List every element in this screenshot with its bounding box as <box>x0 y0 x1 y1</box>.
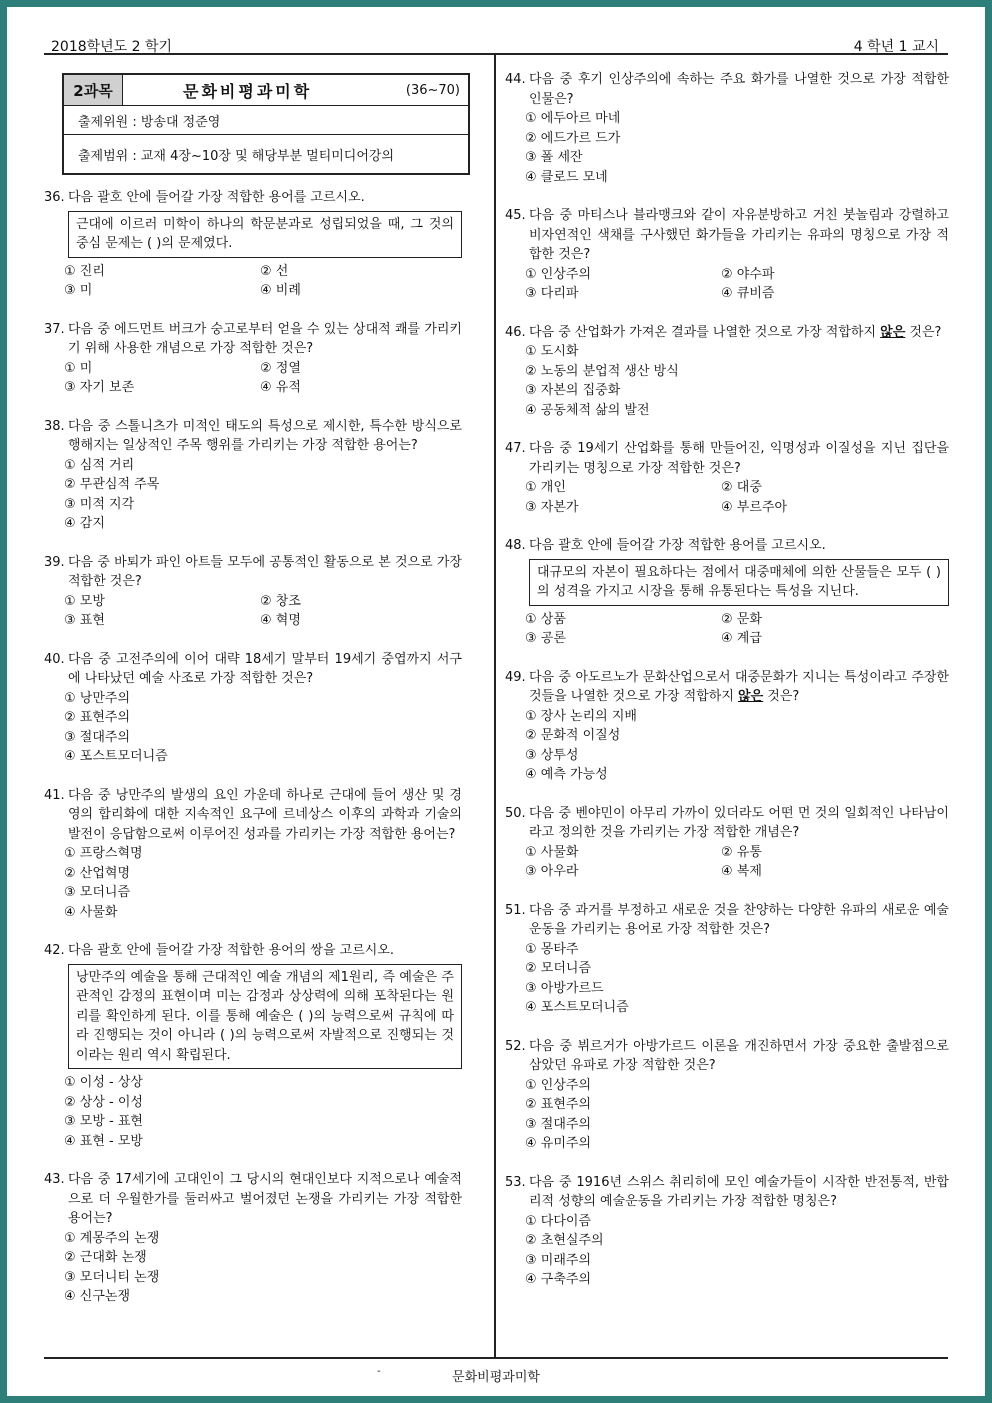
question-40 <box>44 650 462 767</box>
question-text: 다음 중 낭만주의 발생의 요인 가운데 하나로 근대에 들어 생산 및 경영의 합리화에 대한 지속적인 요구에 르네상스 이후의 과학과 기술의 발전이 응답함으로써 이루어진 성과를 가리키는 가장 적합한 용어는? <box>68 787 462 842</box>
question-text: 다음 괄호 안에 들어갈 가장 적합한 용어를 고르시오. <box>529 538 826 553</box>
option-4[interactable]: ④ 포스트모더니즘 <box>525 1000 629 1015</box>
subject-scope: 출제범위 : 교재 4장~10장 및 해당부분 멀티미디어강의 <box>78 148 395 164</box>
question-number: 42. <box>44 943 65 958</box>
option-4[interactable]: ④ 유미주의 <box>525 1136 592 1151</box>
option-4[interactable]: ④ 부르주아 <box>721 499 788 515</box>
question-text: 다음 괄호 안에 들어갈 가장 적합한 용어의 쌍을 고르시오. <box>68 943 395 958</box>
question-text: 다음 중 벤야민이 아무리 가까이 있더라도 어떤 먼 것의 일회적인 나타남이라고 정의한 것을 가리키는 가장 적합한 개념은? <box>529 805 949 840</box>
question-37 <box>44 320 462 398</box>
option-3[interactable]: ③ 모더니즘 <box>64 885 131 900</box>
option-2[interactable]: ② 근대화 논쟁 <box>64 1250 147 1265</box>
question-44 <box>505 70 949 187</box>
question-text: 다음 중 뷔르거가 아방가르드 이론을 개진하면서 가장 중요한 출발점으로 삼았던 유파로 가장 적합한 것은? <box>529 1038 949 1073</box>
question-47 <box>505 439 949 517</box>
option-2[interactable]: ② 대중 <box>721 480 762 495</box>
option-4[interactable]: ④ 유적 <box>260 380 301 395</box>
question-number: 43. <box>44 1172 65 1187</box>
option-3[interactable]: ③ 자본의 집중화 <box>525 383 621 398</box>
option-1[interactable]: ① 도시화 <box>525 344 579 359</box>
option-1[interactable]: ① 다다이즘 <box>525 1213 592 1229</box>
option-1[interactable]: ① 몽타주 <box>525 941 579 957</box>
right-column <box>505 70 949 1309</box>
question-52 <box>505 1037 949 1154</box>
option-2[interactable]: ② 정열 <box>260 360 301 376</box>
option-2[interactable]: ② 창조 <box>260 593 301 609</box>
option-3[interactable]: ③ 미 <box>64 283 93 298</box>
option-3[interactable]: ③ 상투성 <box>525 747 579 763</box>
option-3[interactable]: ③ 자기 보존 <box>64 380 135 395</box>
option-3[interactable]: ③ 표현 <box>64 613 105 628</box>
option-3[interactable]: ③ 모방 - 표현 <box>64 1114 143 1129</box>
question-43 <box>44 1170 462 1307</box>
option-1[interactable]: ① 모방 <box>64 593 105 609</box>
question-53 <box>505 1173 949 1290</box>
question-number: 39. <box>44 554 65 570</box>
question-number: 41. <box>44 787 65 803</box>
question-text: 다음 중 19세기 산업화를 통해 만들어진, 익명성과 이질성을 지닌 집단을 가리키는 명칭으로 가장 적합한 것은? <box>529 441 949 476</box>
question-49 <box>505 668 949 785</box>
question-number: 48. <box>505 538 526 553</box>
option-4[interactable]: ④ 감지 <box>64 516 105 531</box>
question-text: 다음 중 고전주의에 이어 대략 18세기 말부터 19세기 중엽까지 서구에 나타났던 예술 사조로 가장 적합한 것은? <box>68 651 462 686</box>
option-2[interactable]: ② 무관심적 주목 <box>64 477 160 492</box>
option-4[interactable]: ④ 신구논쟁 <box>64 1289 131 1304</box>
option-2[interactable]: ② 유통 <box>721 844 762 860</box>
option-1[interactable]: ① 심적 거리 <box>64 457 135 473</box>
question-number: 45. <box>505 208 526 223</box>
option-4[interactable]: ④ 혁명 <box>260 613 301 628</box>
subject-number: 2과목 <box>64 75 123 105</box>
option-3[interactable]: ③ 아방가르드 <box>525 980 604 996</box>
option-4[interactable]: ④ 표현 - 모방 <box>64 1133 143 1149</box>
header-semester: 2018학년도 2 학기 <box>51 39 173 55</box>
subject-title: 문화비평과미학 <box>183 81 313 101</box>
option-1[interactable]: ① 계몽주의 논쟁 <box>64 1230 160 1246</box>
question-number: 50. <box>505 805 526 821</box>
question-text: 다음 중 아도르노가 문화산업으로서 대중문화가 지니는 특성이라고 주장한 것들을 나열한 것으로 가장 적합하지 않은 것은? <box>529 669 949 704</box>
option-3[interactable]: ③ 자본가 <box>525 499 579 515</box>
option-4[interactable]: ④ 계급 <box>721 631 762 646</box>
option-2[interactable]: ② 초현실주의 <box>525 1233 604 1248</box>
emphasis-not: 않은 <box>738 689 764 704</box>
passage-box: 근대에 이르러 미학이 하나의 학문분과로 성립되었을 때, 그 것의 중심 문제는 ( )의 문제였다. <box>68 211 462 258</box>
option-1[interactable]: ① 진리 <box>64 263 105 279</box>
option-3[interactable]: ③ 아우라 <box>525 864 579 879</box>
passage-box: 대규모의 자본이 필요하다는 점에서 대중매체에 의한 산물들은 모두 ( )의 성격을 가지고 시장을 통해 유통된다는 특성을 지닌다. <box>529 559 949 606</box>
question-number: 36. <box>44 190 65 205</box>
option-3[interactable]: ③ 미적 지각 <box>64 496 135 512</box>
option-4[interactable]: ④ 예측 가능성 <box>525 767 608 782</box>
option-2[interactable]: ② 노동의 분업적 생산 방식 <box>525 363 679 379</box>
option-4[interactable]: ④ 비례 <box>260 283 301 298</box>
question-text: 다음 중 바퇴가 파인 아트들 모두에 공통적인 활동으로 본 것으로 가장 적합한 것은? <box>68 554 462 589</box>
option-4[interactable]: ④ 구축주의 <box>525 1272 592 1287</box>
option-4[interactable]: ④ 큐비즘 <box>721 286 775 301</box>
subject-box <box>62 73 470 175</box>
question-51 <box>505 901 949 1018</box>
option-2[interactable]: ② 문화 <box>721 611 762 627</box>
option-1[interactable]: ① 개인 <box>525 480 566 495</box>
question-number: 51. <box>505 902 526 918</box>
option-1[interactable]: ① 프랑스혁명 <box>64 846 143 861</box>
question-number: 37. <box>44 321 65 337</box>
option-4[interactable]: ④ 클로드 모네 <box>525 169 608 185</box>
option-3[interactable]: ③ 미래주의 <box>525 1252 592 1268</box>
option-3[interactable]: ③ 다리파 <box>525 286 579 301</box>
header-divider <box>44 53 948 55</box>
subject-range: (36~70) <box>405 82 460 98</box>
question-number: 44. <box>505 72 526 87</box>
option-4[interactable]: ④ 포스트모더니즘 <box>64 749 168 764</box>
question-50 <box>505 804 949 882</box>
option-2[interactable]: ② 상상 - 이성 <box>64 1094 143 1110</box>
question-text: 다음 중 스톨니츠가 미적인 태도의 특성으로 제시한, 특수한 방식으로 행해지는 일상적인 주목 행위를 가리키는 가장 적합한 용어는? <box>68 418 462 453</box>
column-divider <box>494 55 496 1358</box>
option-4[interactable]: ④ 복제 <box>721 864 762 879</box>
question-text: 다음 중 후기 인상주의에 속하는 주요 화가를 나열한 것으로 가장 적합한 인물은? <box>529 72 949 107</box>
question-36 <box>44 188 462 301</box>
left-column <box>44 188 462 1326</box>
option-1[interactable]: ① 이성 - 상상 <box>64 1075 143 1090</box>
option-3[interactable]: ③ 모더니티 논쟁 <box>64 1269 160 1285</box>
question-number: 47. <box>505 441 526 456</box>
question-text: 다음 중 과거를 부정하고 새로운 것을 찬양하는 다양한 유파의 새로운 예술운동을 가리키는 용어로 가장 적합한 것은? <box>529 902 949 937</box>
question-text: 다음 중 17세기에 고대인이 그 당시의 현대인보다 지적으로나 예술적으로 더 우월한가를 둘러싸고 벌어졌던 논쟁을 가리키는 가장 적합한 용어는? <box>68 1172 462 1226</box>
option-2[interactable]: ② 표현주의 <box>64 710 131 725</box>
option-2[interactable]: ② 모더니즘 <box>525 961 592 976</box>
option-2[interactable]: ② 에드가르 드가 <box>525 130 621 146</box>
question-48 <box>505 536 949 649</box>
question-text: 다음 중 에드먼트 버크가 숭고로부터 얻을 수 있는 상대적 쾌를 가리키기 위해 사용한 개념으로 가장 적합한 것은? <box>68 321 462 356</box>
header-grade-period: 4 학년 1 교시 <box>853 39 939 55</box>
question-41 <box>44 786 462 923</box>
question-38 <box>44 417 462 534</box>
option-4[interactable]: ④ 공동체적 삶의 발전 <box>525 402 650 418</box>
question-42 <box>44 941 462 1151</box>
question-text: 다음 중 1916년 스위스 취리히에 모인 예술가들이 시작한 반전통적, 반합리적 성향의 예술운동을 가리키는 가장 적합한 명칭은? <box>529 1174 949 1209</box>
option-3[interactable]: ③ 폴 세잔 <box>525 150 583 165</box>
option-1[interactable]: ① 사물화 <box>525 844 579 860</box>
option-2[interactable]: ② 산업혁명 <box>64 865 131 881</box>
question-45 <box>505 206 949 304</box>
option-3[interactable]: ③ 절대주의 <box>64 729 131 745</box>
question-number: 52. <box>505 1038 526 1054</box>
question-39 <box>44 553 462 631</box>
option-1[interactable]: ① 상품 <box>525 611 566 627</box>
footer-subject: 문화비평과미학 <box>452 1370 540 1385</box>
question-text: 다음 중 산업화가 가져온 결과를 나열한 것으로 가장 적합하지 않은 것은? <box>529 324 942 340</box>
option-1[interactable]: ① 낭만주의 <box>64 690 131 706</box>
footer-mark: - <box>377 1366 381 1377</box>
option-4[interactable]: ④ 사물화 <box>64 904 118 920</box>
option-1[interactable]: ① 에두아르 마네 <box>525 111 621 126</box>
option-2[interactable]: ② 야수파 <box>721 266 775 282</box>
question-number: 53. <box>505 1174 526 1190</box>
subject-author: 출제위원 : 방송대 정준영 <box>64 106 468 135</box>
option-2[interactable]: ② 선 <box>260 263 289 279</box>
option-2[interactable]: ② 표현주의 <box>525 1097 592 1112</box>
option-1[interactable]: ① 인상주의 <box>525 1077 592 1093</box>
question-number: 49. <box>505 669 526 685</box>
emphasis-not: 않은 <box>880 324 906 340</box>
passage-box: 낭만주의 예술을 통해 근대적인 예술 개념의 제1원리, 즉 예술은 주관적인 감정의 표현이며 미는 감정과 상상력에 의해 포착된다는 원리를 확인하게 된다. 이를 통해 예술은 ( )의 능력으로써 규칙에 따라 진행되는 것이 아니라 ( )의 능력으로써 자발적으로 진행되는 것이라는 원리 역시 확립된다. <box>68 964 462 1070</box>
option-1[interactable]: ① 장사 논리의 지배 <box>525 708 637 724</box>
question-number: 40. <box>44 651 65 667</box>
question-46 <box>505 323 949 421</box>
option-2[interactable]: ② 문화적 이질성 <box>525 728 621 743</box>
option-1[interactable]: ① 인상주의 <box>525 266 592 282</box>
question-number: 38. <box>44 418 65 434</box>
option-3[interactable]: ③ 공론 <box>525 631 566 646</box>
question-number: 46. <box>505 324 526 340</box>
question-text: 다음 괄호 안에 들어갈 가장 적합한 용어를 고르시오. <box>68 190 365 205</box>
option-1[interactable]: ① 미 <box>64 360 93 376</box>
option-3[interactable]: ③ 절대주의 <box>525 1116 592 1132</box>
question-text: 다음 중 마티스나 블라맹크와 같이 자유분방하고 거친 붓놀림과 강렬하고 비자연적인 색채를 구사했던 화가들을 가리키는 유파의 명칭으로 가장 적합한 것은? <box>529 208 949 262</box>
footer-divider <box>44 1357 948 1359</box>
